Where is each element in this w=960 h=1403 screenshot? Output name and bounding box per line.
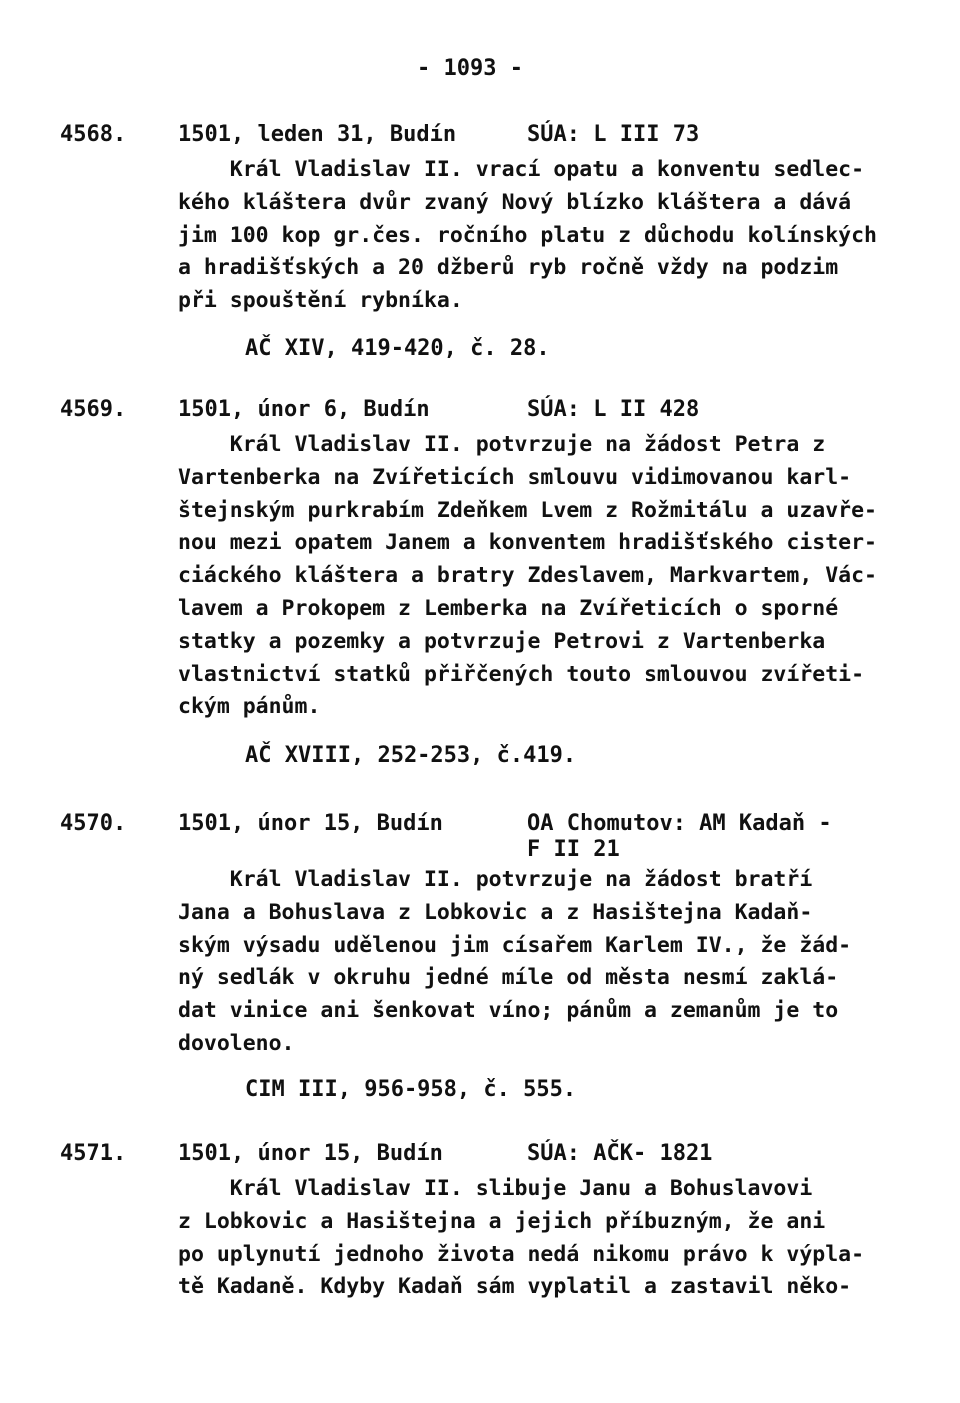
entry-source bbox=[527, 811, 832, 863]
source-line: SÚA: L II 428 bbox=[527, 397, 700, 422]
entry-body: Král Vladislav II. vrací opatu a konventu sedlec- kého kláštera dvůr zvaný Nový blízko kláštera a dává jim 100 kop gr.čes. ročního platu z důchodu kolínských a hradišťských a 20 džberů ryb ročně vždy na podzim při spouštění rybníka. bbox=[178, 157, 877, 314]
entry-date-place: 1501, únor 6, Budín bbox=[178, 397, 430, 422]
entry-reference: AČ XIV, 419-420, č. 28. bbox=[245, 336, 550, 361]
entry-number: 4570. bbox=[60, 811, 127, 836]
source-line: SÚA: L III 73 bbox=[527, 122, 700, 147]
page-number: - 1093 - bbox=[417, 56, 523, 81]
entry-number: 4569. bbox=[60, 397, 127, 422]
entry-reference: CIM III, 956-958, č. 555. bbox=[245, 1077, 577, 1102]
entry-body: Král Vladislav II. slibuje Janu a Bohuslavovi z Lobkovic a Hasištejna a jejich příbuzným, že ani po uplynutí jednoho života nedá nikomu právo k výpla- tě Kadaně. Kdyby Kadaň sám vyplatil a zastavil něko- bbox=[178, 1176, 865, 1300]
entry-date-place: 1501, únor 15, Budín bbox=[178, 1141, 443, 1166]
regest-entry bbox=[0, 811, 960, 1111]
entry-reference: AČ XVIII, 252-253, č.419. bbox=[245, 743, 577, 768]
entry-date-place: 1501, leden 31, Budín bbox=[178, 122, 457, 147]
entry-source bbox=[527, 122, 699, 148]
entry-body: Král Vladislav II. potvrzuje na žádost Petra z Vartenberka na Zvířeticích smlouvu vidimovanou karl- štejnským purkrabím Zdeňkem Lvem z Rožmitálu a uzavře- nou mezi opatem Janem a konventem hradišťského cister- ciáckého kláštera a bratry Zdeslavem, Markvartem, Vác- lavem a Prokopem z Lemberka na Zvířeticích o sporné statky a pozemky a potvrzuje Petrovi z Vartenberka vlastnictví statků přiřčených touto smlouvou zvířeti- ckým pánům. bbox=[178, 432, 877, 720]
source-line: SÚA: AČK- 1821 bbox=[527, 1141, 713, 1166]
entry-body: Král Vladislav II. potvrzuje na žádost bratří Jana a Bohuslava z Lobkovic a z Hasištejna Kadaň- ským výsadu udělenou jim císařem Karlem IV., že žád- ný sedlák v okruhu jedné míle od města nesmí zaklá- dat vinice ani šenkovat víno; pánům a zemanům je to dovoleno. bbox=[178, 867, 852, 1056]
entry-date-place: 1501, únor 15, Budín bbox=[178, 811, 443, 836]
regest-entry bbox=[0, 1141, 960, 1311]
entry-number: 4568. bbox=[60, 122, 127, 147]
source-line: OA Chomutov: AM Kadaň - bbox=[527, 811, 832, 836]
entry-source bbox=[527, 1141, 712, 1167]
regest-entry bbox=[0, 397, 960, 777]
regest-entry bbox=[0, 122, 960, 372]
entry-source bbox=[527, 397, 699, 423]
entry-number: 4571. bbox=[60, 1141, 127, 1166]
source-line: F II 21 bbox=[527, 837, 620, 862]
